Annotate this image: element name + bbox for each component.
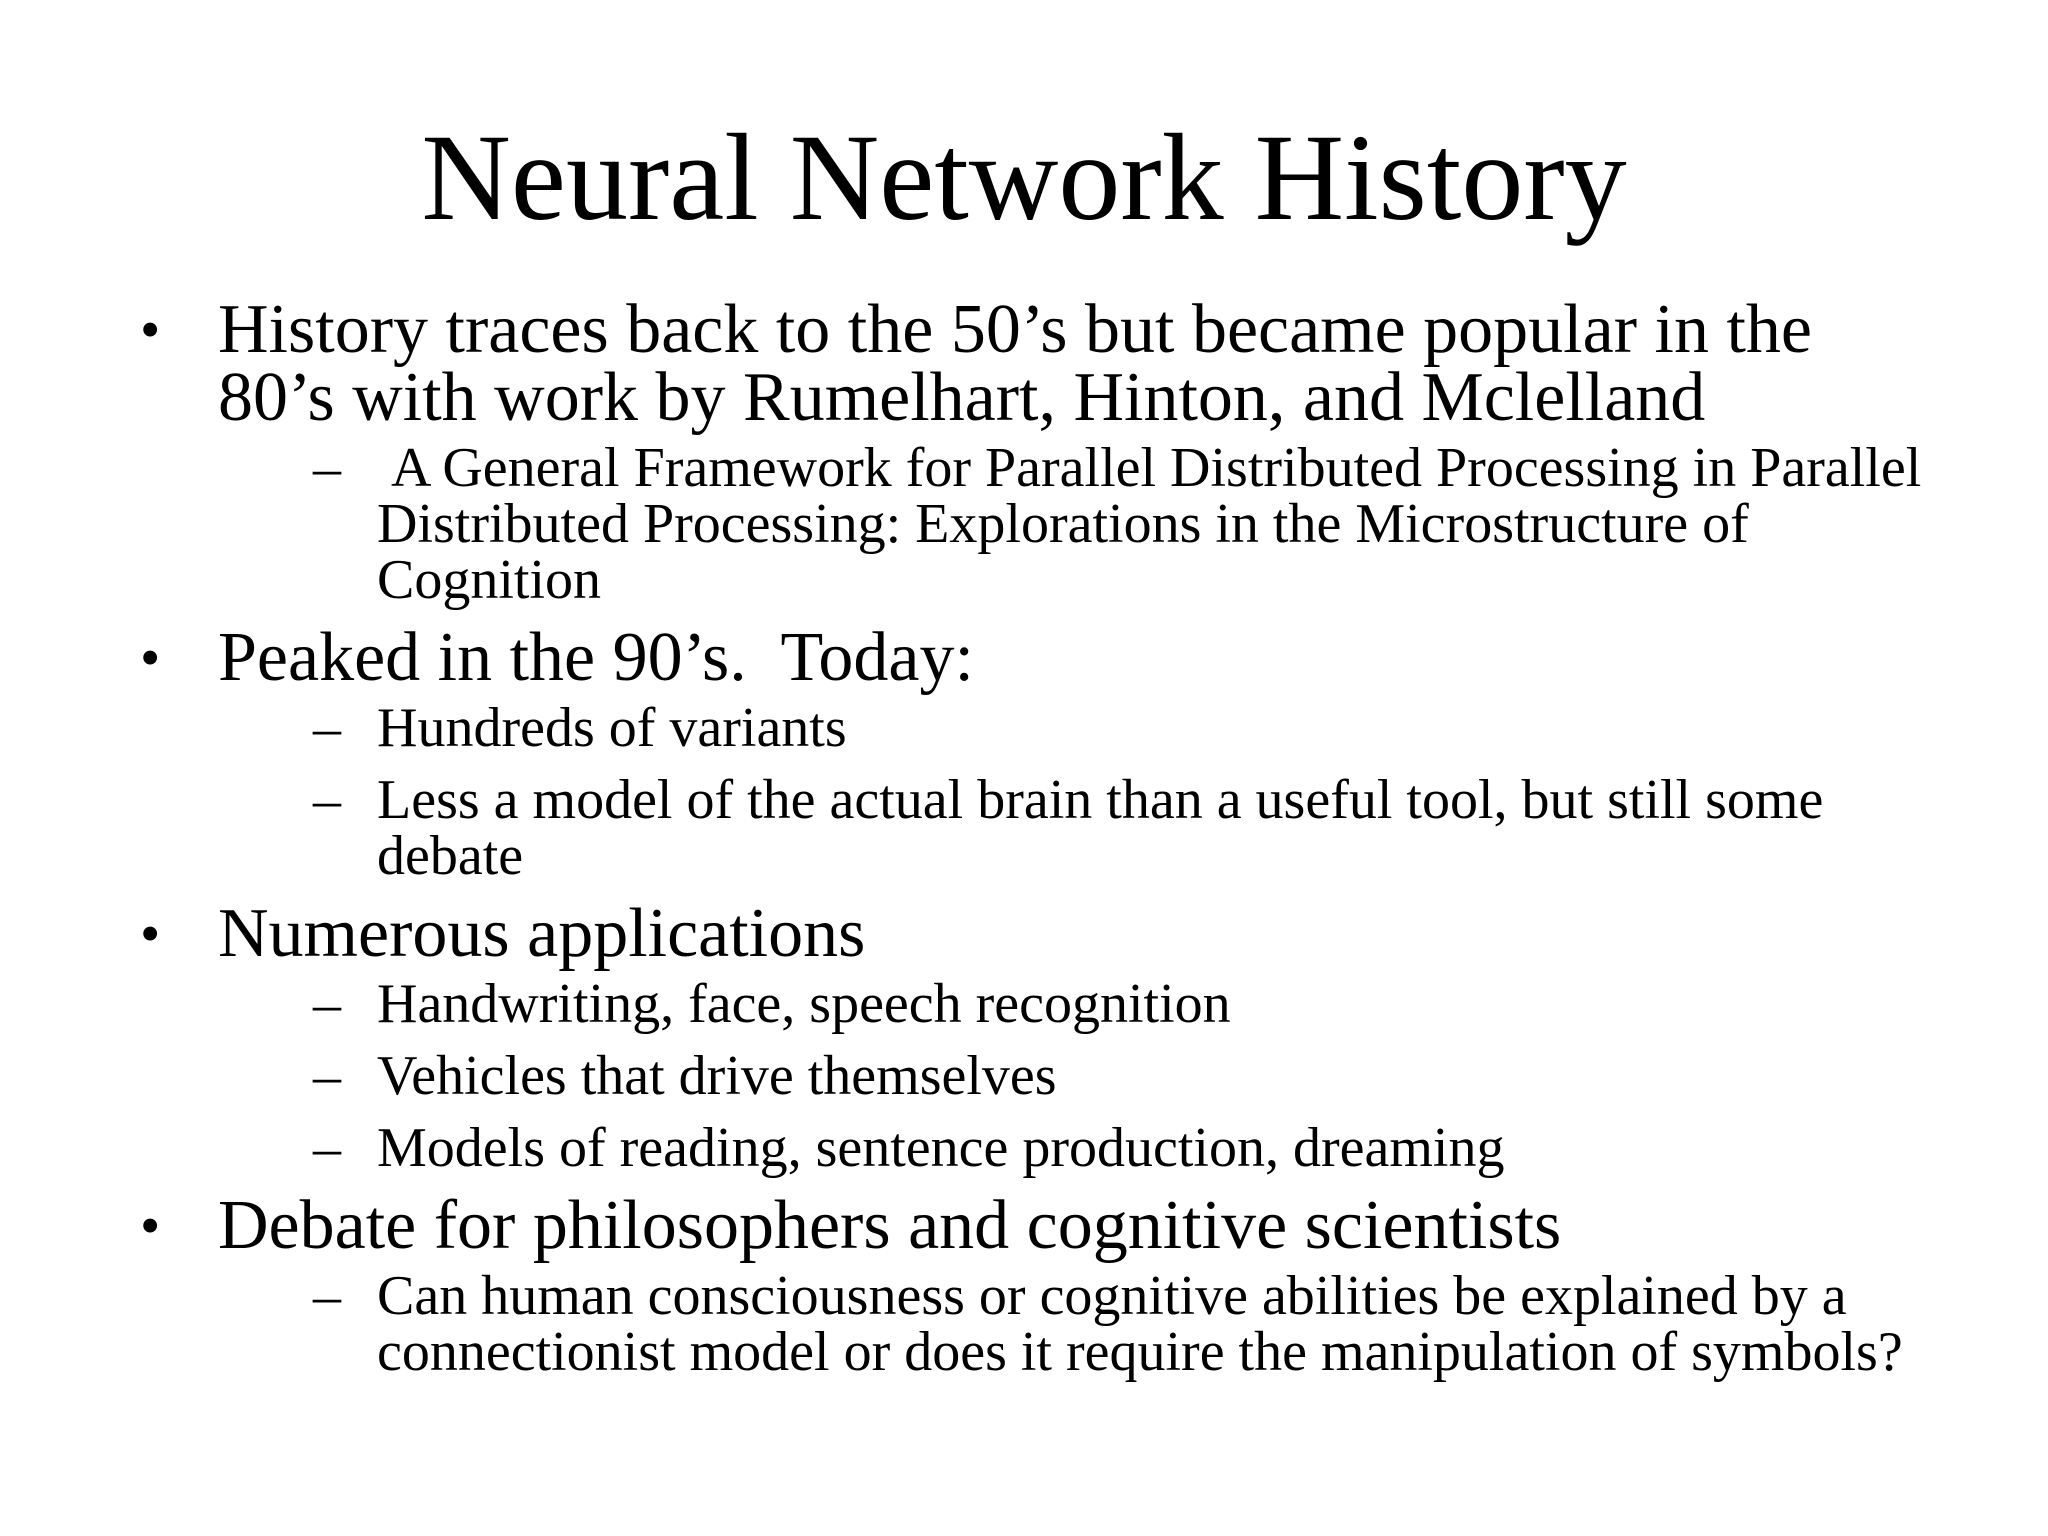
sub-bullet-list <box>313 437 1940 611</box>
sub-bullet-item <box>313 1265 1940 1383</box>
bullet-dot-icon: • <box>140 297 161 362</box>
slide-title: Neural Network History <box>421 109 1627 246</box>
bullet-text: Peaked in the 90’s. Today: <box>218 619 974 696</box>
sub-bullet-item <box>313 697 1940 759</box>
bullet-text: History traces back to the 50’s but became popular in the 80’s with work by Rumelhart, Hinton, and Mclelland <box>218 291 1812 436</box>
bullet-item <box>140 291 1940 611</box>
sub-bullet-text: A General Framework for Parallel Distributed Processing in Parallel Distributed Processing: Explorations in the Microstructure of Cognition <box>377 437 1936 611</box>
bullet-dot-icon: • <box>140 1193 161 1258</box>
bullet-text: Debate for philosophers and cognitive scientists <box>218 1187 1562 1264</box>
dash-icon: – <box>313 1265 341 1327</box>
sub-bullet-item <box>313 769 1940 887</box>
dash-icon: – <box>313 697 341 759</box>
dash-icon: – <box>313 769 341 831</box>
sub-bullet-item <box>313 973 1940 1035</box>
sub-bullet-text: Handwriting, face, speech recognition <box>377 973 1231 1035</box>
bullet-item <box>140 895 1940 1179</box>
bullet-text: Numerous applications <box>218 895 866 972</box>
dash-icon: – <box>313 437 341 499</box>
sub-bullet-list <box>313 973 1940 1179</box>
sub-bullet-item <box>313 1117 1940 1179</box>
sub-bullet-item <box>313 437 1940 611</box>
sub-bullet-text: Vehicles that drive themselves <box>377 1045 1057 1107</box>
sub-bullet-item <box>313 1045 1940 1107</box>
bullet-list <box>140 291 1940 1383</box>
bullet-dot-icon: • <box>140 625 161 690</box>
bullet-dot-icon: • <box>140 901 161 966</box>
bullet-item <box>140 619 1940 887</box>
bullet-item <box>140 1187 1940 1383</box>
dash-icon: – <box>313 973 341 1035</box>
sub-bullet-text: Less a model of the actual brain than a useful tool, but still some debate <box>377 769 1824 887</box>
sub-bullet-text: Can human consciousness or cognitive abilities be explained by a connectionist model or does it require the manipulation of symbols? <box>377 1265 1903 1383</box>
sub-bullet-list <box>313 697 1940 887</box>
dash-icon: – <box>313 1117 341 1179</box>
sub-bullet-text: Models of reading, sentence production, dreaming <box>377 1117 1505 1179</box>
sub-bullet-list <box>313 1265 1940 1383</box>
sub-bullet-text: Hundreds of variants <box>377 697 847 759</box>
dash-icon: – <box>313 1045 341 1107</box>
